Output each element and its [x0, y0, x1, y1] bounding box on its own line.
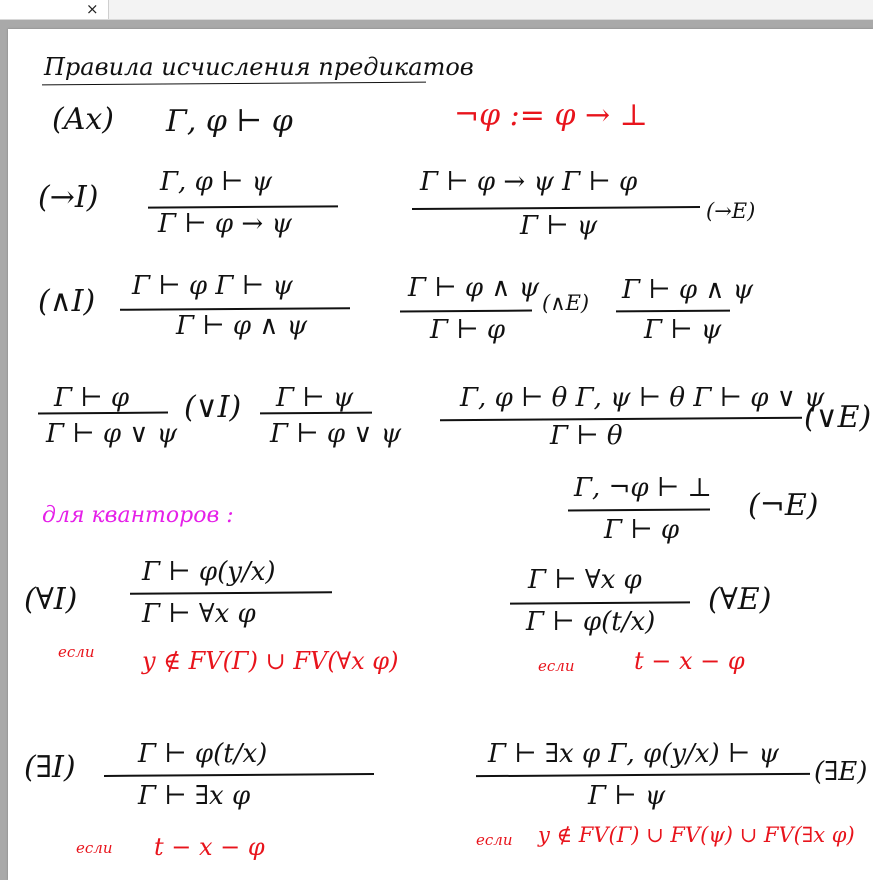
impl-intro-conclusion: Γ ⊢ φ → ψ [158, 209, 292, 239]
ax-label: (Ax) [52, 102, 114, 137]
page-title: Правила исчисления предикатов [44, 53, 474, 81]
quantifiers-heading: для кванторов : [42, 503, 234, 528]
neg-elim-conclusion: Γ ⊢ φ [604, 515, 680, 545]
and-elim-left-bar [400, 310, 532, 313]
or-intro-left-conclusion: Γ ⊢ φ ∨ ψ [46, 419, 178, 449]
note-page [8, 29, 873, 880]
forall-intro-condition: y ∉ FV(Γ) ∪ FV(∀x φ) [142, 647, 399, 675]
and-elim-left-conclusion: Γ ⊢ φ [430, 315, 506, 345]
exists-intro-conclusion: Γ ⊢ ∃x φ [138, 781, 251, 811]
exists-intro-cond-word: если [76, 839, 113, 857]
forall-intro-cond-word: если [58, 643, 95, 661]
and-intro-conclusion: Γ ⊢ φ ∧ ψ [176, 311, 308, 341]
exists-elim-bar [476, 773, 810, 777]
forall-elim-bar [510, 601, 690, 604]
and-intro-premises: Γ ⊢ φ Γ ⊢ ψ [132, 271, 293, 301]
negation-definition: ¬φ := φ → ⊥ [454, 98, 648, 133]
or-intro-left-bar [38, 412, 168, 415]
and-elim-right-bar [616, 310, 730, 313]
forall-elim-condition: t − x − φ [634, 647, 745, 675]
exists-elim-conclusion: Γ ⊢ ψ [588, 781, 666, 811]
impl-elim-conclusion: Γ ⊢ ψ [520, 211, 598, 241]
impl-elim-premises: Γ ⊢ φ → ψ Γ ⊢ φ [420, 167, 638, 197]
and-elim-left-premise: Γ ⊢ φ ∧ ψ [408, 273, 540, 303]
impl-intro-premise: Γ, φ ⊢ ψ [160, 167, 273, 197]
exists-elim-premises: Γ ⊢ ∃x φ Γ, φ(y/x) ⊢ ψ [488, 739, 779, 769]
and-elim-label: (∧E) [542, 291, 590, 315]
or-intro-right-conclusion: Γ ⊢ φ ∨ ψ [270, 419, 402, 449]
and-elim-right-premise: Γ ⊢ φ ∧ ψ [622, 275, 754, 305]
impl-elim-bar [412, 206, 700, 210]
or-intro-label: (∨I) [184, 390, 242, 425]
or-intro-right-premise: Γ ⊢ ψ [276, 383, 354, 413]
exists-intro-label: (∃I) [24, 750, 76, 785]
title-underline [42, 82, 426, 86]
or-intro-left-premise: Γ ⊢ φ [54, 383, 130, 413]
and-elim-right-conclusion: Γ ⊢ ψ [644, 315, 722, 345]
exists-intro-premise: Γ ⊢ φ(t/x) [138, 739, 268, 769]
exists-intro-bar [104, 773, 374, 777]
exists-elim-label: (∃E) [814, 757, 868, 787]
forall-intro-conclusion: Γ ⊢ ∀x φ [142, 599, 256, 629]
exists-intro-condition: t − x − φ [154, 833, 265, 861]
ax-formula: Γ, φ ⊢ φ [166, 104, 293, 139]
or-intro-right-bar [260, 412, 372, 415]
and-intro-label: (∧I) [38, 284, 96, 319]
forall-elim-conclusion: Γ ⊢ φ(t/x) [526, 607, 656, 637]
or-elim-conclusion: Γ ⊢ θ [550, 421, 623, 451]
impl-elim-label: (→E) [706, 199, 756, 223]
or-elim-premises: Γ, φ ⊢ θ Γ, ψ ⊢ θ Γ ⊢ φ ∨ ψ [460, 383, 825, 413]
forall-intro-premise: Γ ⊢ φ(y/x) [142, 557, 276, 587]
neg-elim-premise: Γ, ¬φ ⊢ ⊥ [574, 473, 712, 503]
neg-elim-bar [568, 509, 710, 512]
forall-elim-label: (∀E) [708, 582, 772, 617]
or-elim-label: (∨E) [804, 400, 872, 435]
forall-elim-cond-word: если [538, 657, 575, 675]
exists-elim-condition: y ∉ FV(Γ) ∪ FV(ψ) ∪ FV(∃x φ) [538, 823, 855, 847]
forall-elim-premise: Γ ⊢ ∀x φ [528, 565, 642, 595]
close-icon[interactable]: × [86, 0, 99, 18]
forall-intro-bar [130, 591, 332, 594]
exists-elim-cond-word: если [476, 831, 513, 849]
forall-intro-label: (∀I) [24, 582, 78, 617]
tab[interactable] [0, 0, 109, 19]
tab-bar [0, 0, 873, 20]
neg-elim-label: (¬E) [748, 488, 819, 523]
toolbar-strip [0, 20, 873, 29]
impl-intro-label: (→I) [38, 180, 99, 215]
